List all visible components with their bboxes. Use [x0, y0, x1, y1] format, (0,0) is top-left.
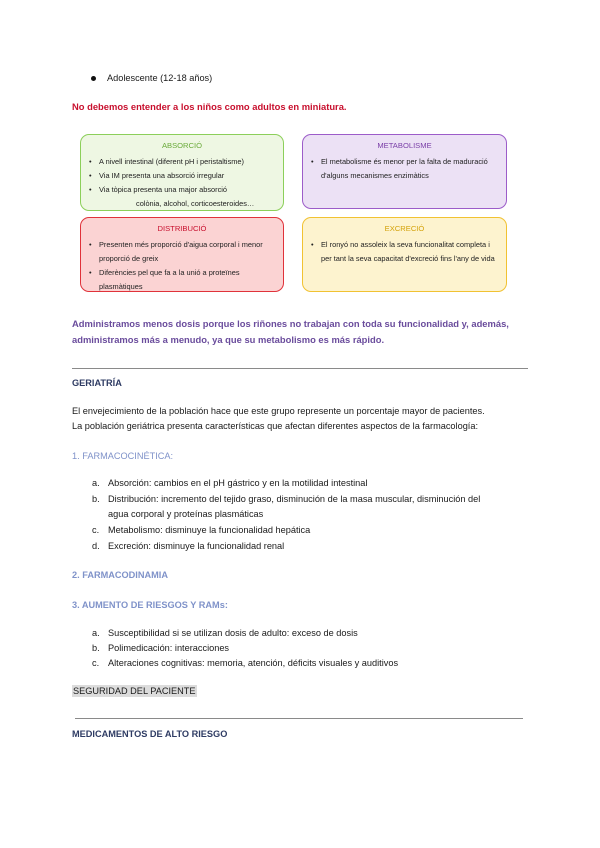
- summary-line-1: Administramos menos dosis porque los riñones no trabajan con toda su funcionalidad y, además,: [72, 318, 509, 329]
- distribucio-item: plasmàtiques: [99, 282, 143, 291]
- divider: [72, 368, 528, 369]
- absorcio-item: • Via tòpica presenta una major absorció: [89, 183, 277, 197]
- medicamentos-title: MEDICAMENTOS DE ALTO RIESGO: [72, 729, 228, 739]
- distribucio-item: • Presenten més proporció d'aigua corporal i menor: [89, 238, 277, 252]
- excrecio-box: [302, 217, 507, 292]
- distribucio-item: proporció de greix: [99, 254, 159, 263]
- metabolisme-list: [311, 155, 500, 183]
- warning-text: No debemos entender a los niños como adultos en miniatura.: [72, 101, 347, 112]
- farmacocinetica-title: 1. FARMACOCINÉTICA:: [72, 451, 174, 461]
- excrecio-item: per tant la seva capacitat d'excreció fins l'any de vida: [321, 254, 495, 263]
- divider: [75, 718, 523, 719]
- distribucio-title: DISTRIBUCIÓ: [157, 224, 207, 233]
- farmacodinamia-title: 2. FARMACODINAMIA: [72, 570, 168, 580]
- document-page: Adolescente (12-18 años) No debemos entender a los niños como adultos en miniatura. ABSORCIÓ • A nivell intestinal (diferent pH i peristaltisme) • Via IM presenta una absorció irregular • Via tòpica presenta una major absorció colònia, alcohol, corticoesteroides… METABOLISME • El metabolisme és menor per la falta de maduració d'alguns mecanismes enzimàtics DISTRIBUCIÓ • Presenten més proporció d'aigua corporal i menor proporció de greix • Diferències pel que fa a la unió a proteïnes plasmàtiques EXCRECIÓ • El ronyó no assoleix la seva funcionalitat completa i per tant la seva capacitat d'excreció fins l'any de vida Administramos menos dosis porque los riñones no trabajan con toda su funcionalidad y, además, administramos más a menudo, ya que su metabolismo es más rápido. GERIATRÍA El envejecimiento de la población hace que este grupo represente un porcentaje mayor de pacientes. La población geriátrica presenta características que afectan diferentes aspectos de la farmacología: 1. FARMACOCINÉTICA: a. Absorción: cambios en el pH gástrico y en la motilidad intestinal b. Distribución: incremento del tejido graso, disminución de la masa muscular, disminución del agua corporal y proteínas plasmáticas c. Metabolismo: disminuye la funcionalidad hepática d. Excreción: disminuye la funcionalidad renal 2. FARMACODINAMIA 3. AUMENTO DE RIESGOS Y RAMs: a. Susceptibilidad si se utilizan dosis de adulto: exceso de dosis b. Polimedicación: interacciones c. Alteraciones cognitivas: memoria, atención, déficits visuales y auditivos SEGURIDAD DEL PACIENTE MEDICAMENTOS DE ALTO RIESGO: [0, 0, 600, 848]
- absorcio-title: ABSORCIÓ: [161, 141, 203, 150]
- riesgos-title: 3. AUMENTO DE RIESGOS Y RAMs:: [72, 600, 228, 610]
- seguridad-text: SEGURIDAD DEL PACIENTE: [73, 686, 196, 696]
- metabolisme-title: METABOLISME: [377, 141, 432, 150]
- absorcio-item: • Via IM presenta una absorció irregular: [89, 169, 277, 183]
- geriatria-intro-1: El envejecimiento de la población hace que este grupo represente un porcentaje mayor de pacientes.: [72, 406, 485, 416]
- geriatria-intro-2: La población geriátrica presenta características que afectan diferentes aspectos de la farmacología:: [72, 421, 479, 431]
- top-bullet-text: Adolescente (12-18 años): [107, 73, 213, 83]
- excrecio-title: EXCRECIÓ: [384, 224, 425, 233]
- absorcio-item: colònia, alcohol, corticoesteroides…: [136, 199, 255, 208]
- seguridad-heading: [72, 684, 197, 699]
- excrecio-item: • El ronyó no assoleix la seva funcionalitat completa i: [311, 238, 500, 252]
- metabolisme-item: • El metabolisme és menor per la falta de maduració: [311, 155, 500, 169]
- absorcio-box: [80, 134, 284, 211]
- excrecio-list: [311, 238, 500, 266]
- metabolisme-box: [302, 134, 507, 209]
- distribucio-item: • Diferències pel que fa a la unió a proteïnes: [89, 266, 277, 280]
- geriatria-title: GERIATRÍA: [72, 378, 122, 388]
- metabolisme-item: d'alguns mecanismes enzimàtics: [321, 171, 429, 180]
- distribucio-box: [80, 217, 284, 292]
- absorcio-list: [89, 155, 277, 211]
- distribucio-list: [89, 238, 277, 294]
- absorcio-item: • A nivell intestinal (diferent pH i peristaltisme): [89, 155, 277, 169]
- bullet-dot: [91, 76, 96, 81]
- summary-line-2: administramos más a menudo, ya que su metabolismo es más rápido.: [72, 334, 385, 345]
